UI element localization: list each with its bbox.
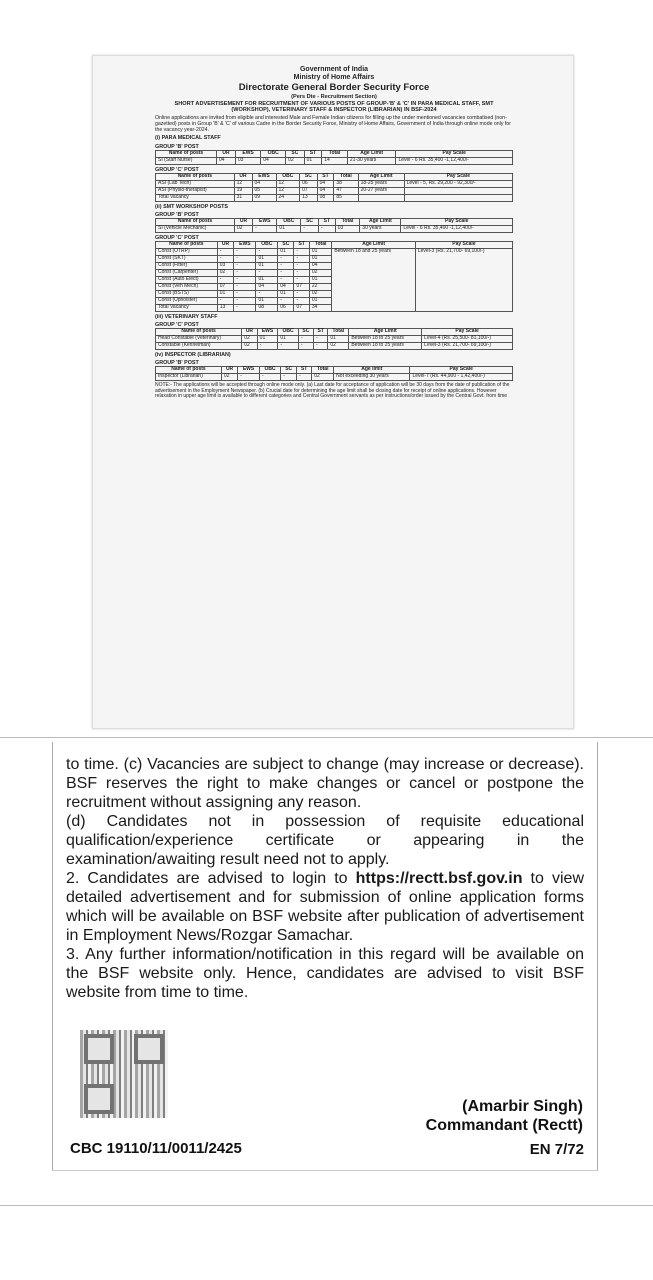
table-cell: - [278, 262, 294, 269]
table-cell: - [294, 297, 309, 304]
table-cell: 30 years [360, 225, 401, 232]
table-cell [404, 194, 512, 201]
table-cell: - [298, 342, 313, 349]
section-librarian: (iv) INSPECTOR (LIBRARIAN) [155, 351, 231, 358]
table-cell: - [294, 269, 309, 276]
section-para-medical: (i) PARA MEDICAL STAFF [155, 135, 221, 142]
table-cell: 01 [278, 248, 294, 255]
table-cell: 20-27 years [358, 187, 404, 194]
th-ews: EWS [252, 173, 276, 180]
cbc-number: CBC 19110/11/0011/2425 [70, 1140, 242, 1157]
th-sc: SC [301, 218, 319, 225]
table-cell: 09 [252, 194, 276, 201]
th-ews: EWS [234, 241, 256, 248]
table-cell: 01 [304, 157, 322, 164]
table-cell: 14 [322, 157, 348, 164]
th-obc: OBC [276, 173, 300, 180]
th-age: Age Limit [349, 328, 422, 335]
th-st: ST [294, 241, 309, 248]
table-cell: Const (Carpenter) [156, 269, 218, 276]
table-cell: - [294, 255, 309, 262]
th-obc: OBC [261, 150, 286, 157]
table-cell: 12 [234, 180, 252, 187]
table-cell: 02 [221, 373, 237, 380]
table-librarian [155, 366, 513, 381]
group-label: GROUP 'C' POST [155, 321, 199, 328]
table-cell: - [278, 297, 294, 304]
table-row [156, 248, 513, 255]
table-cell: 31 [234, 194, 252, 201]
para-login-b: to view detailed advertisement and for submission of online application forms which will be available on BSF website after publication of advertisement in Employment News/Rozgar Samachar. [66, 870, 584, 944]
table-cell: 01 [277, 225, 301, 232]
table-cell: 03 [235, 157, 260, 164]
table-asi [155, 173, 513, 202]
table-cell: 18-25 years [358, 180, 404, 187]
th-pay: Pay Scale [396, 150, 513, 157]
th-obc: OBC [278, 328, 298, 335]
section-smt-workshop: (ii) SMT WORKSHOP POSTS [155, 203, 228, 210]
table-cell: 05 [252, 187, 276, 194]
table-cell: 04 [317, 187, 334, 194]
th-ur: UR [242, 328, 257, 335]
para-qualification: (d) Candidates not in possession of requisite educational qualification/experience certificate or appearing in the examination/awaiting result need not to apply. [66, 813, 584, 868]
para-vacancies: to time. (c) Vacancies are subject to change (may increase or decrease). BSF reserves the right to make changes or cancel or postpone the recruitment without assigning any reason. [66, 756, 584, 811]
qr-finder [84, 1084, 114, 1114]
th-age: Age Limit [347, 150, 396, 157]
qr-finder [134, 1034, 164, 1064]
table-row [156, 180, 513, 187]
table-cell: - [234, 262, 256, 269]
table-cell [404, 187, 512, 194]
table-cell: - [294, 248, 309, 255]
table-cell: - [217, 297, 234, 304]
th-pay: Pay Scale [404, 173, 512, 180]
group-label: GROUP 'C' POST [155, 166, 199, 173]
table-cell: 38 [334, 180, 358, 187]
th-name: Name of posts [156, 328, 242, 335]
table-cell: 07 [300, 187, 318, 194]
table-cell: 07 [217, 283, 234, 290]
table-cell: - [256, 269, 278, 276]
table-veterinary [155, 328, 513, 350]
table-cell: 01 [256, 255, 278, 262]
table-cell: - [294, 276, 309, 283]
table-cell: Const (Fitter) [156, 262, 218, 269]
table-cell: 04 [317, 180, 334, 187]
table-cell: 03 [217, 262, 234, 269]
table-cell: 01 [256, 297, 278, 304]
table-cell: 22 [309, 283, 331, 290]
table-cell: - [234, 269, 256, 276]
th-pay: Pay Scale [410, 366, 513, 373]
signatory-name: (Amarbir Singh) [462, 1098, 583, 1115]
notice-header [155, 66, 513, 113]
table-cell: - [234, 304, 256, 311]
table-cell: - [257, 342, 278, 349]
table-cell: Not exceeding 30 years [334, 373, 410, 380]
group-label: GROUP 'B' POST [155, 359, 199, 366]
th-total: Total [335, 218, 360, 225]
th-sc: SC [298, 328, 313, 335]
table-cell: 02 [234, 225, 252, 232]
th-sc: SC [281, 366, 297, 373]
table-cell: - [256, 248, 278, 255]
para-login-a: 2. Candidates are advised to login to [66, 870, 356, 887]
table-cell: 06 [300, 180, 318, 187]
table-cell: 04 [256, 283, 278, 290]
table-cell: 04 [261, 157, 286, 164]
qr-finder [84, 1034, 114, 1064]
th-total: Total [322, 150, 348, 157]
section-line: (Pers Dte - Recruitment Section) [291, 94, 377, 101]
table-cell: - [234, 248, 256, 255]
table-cell: Const (SKT) [156, 255, 218, 262]
table-cell: 07 [294, 283, 309, 290]
table-cell: - [238, 373, 260, 380]
th-st: ST [318, 218, 335, 225]
th-total: Total [309, 241, 331, 248]
table-cell: SI (Vehicle Mechanic) [156, 225, 235, 232]
table-cell: - [318, 225, 335, 232]
table-cell: 03 [335, 225, 360, 232]
table-row [156, 373, 513, 380]
table-cell: 01 [309, 297, 331, 304]
table-cell: ASI (Lab Tech) [156, 180, 235, 187]
table-constables [155, 241, 513, 312]
table-cell: - [278, 276, 294, 283]
table-cell: SI (Staff Nurse) [156, 157, 217, 164]
table-cell: - [259, 373, 280, 380]
intro-text: Online applications are invited from eligible and interested Male and Female Indian citizens for filling up the under mentioned vacancies combatised (non-gazetted) posts in Group 'B' & 'C' of various Cadre in the Border Security Force, Ministry of Home Affairs, Government of India through online mode only for the vacancy year-2024. [155, 115, 511, 133]
table-cell: Level-3 (Rs. 21,700- 69,100/-) [422, 342, 513, 349]
divider [0, 737, 653, 738]
table-cell: Level - 6 Rs. 35,400 -1,12,400/- [401, 225, 513, 232]
table-cell: 01 [256, 276, 278, 283]
th-total: Total [334, 173, 358, 180]
group-label: GROUP 'C' POST [155, 234, 199, 241]
table-cell: Const (Veh Mech) [156, 283, 218, 290]
th-name: Name of posts [156, 241, 218, 248]
table-row [156, 157, 513, 164]
table-cell: 08 [256, 304, 278, 311]
notice-paper [155, 66, 513, 400]
th-ur: UR [234, 173, 252, 180]
table-cell: 04 [252, 180, 276, 187]
group-label: GROUP 'B' POST [155, 143, 199, 150]
newspaper-clipping [92, 55, 574, 729]
table-cell: 47 [334, 187, 358, 194]
dept-title: Directorate General Border Security Force [238, 81, 430, 93]
th-ur: UR [221, 366, 237, 373]
table-cell: - [294, 262, 309, 269]
gov-line: Government of India [299, 66, 369, 73]
table-cell: Level - 5, Rs. 29,200 - 92,300/- [404, 180, 512, 187]
th-obc: OBC [277, 218, 301, 225]
th-sc: SC [286, 150, 304, 157]
table-row [156, 225, 513, 232]
table-cell: Total Vacancy [156, 304, 218, 311]
table-cell: 04 [217, 157, 236, 164]
th-sc: SC [300, 173, 318, 180]
table-cell: - [298, 335, 313, 342]
table-vehicle-mechanic [155, 218, 513, 233]
age-cell: Between 18 and 25 years [332, 248, 416, 311]
table-cell: - [313, 342, 327, 349]
table-cell: 01 [278, 290, 294, 297]
table-cell: 01 [328, 335, 349, 342]
table-cell: - [217, 255, 234, 262]
table-cell: 85 [334, 194, 358, 201]
note-text: NOTE:- The applications will be accepted through online mode only. (a) Last date for acceptance of application will be 30 days from the date of publication of the advertisement in the Employment Newspaper. (b) Crucial date for determining the age limit shall be closing date for receipt of online applications. However relaxation in upper age limit is available to different categories and Central Government servants as per instructions/order issued by the Central Govt. from time [155, 381, 510, 400]
th-name: Name of posts [156, 366, 222, 373]
th-total: Total [312, 366, 334, 373]
table-cell: 19 [234, 187, 252, 194]
para-login [66, 869, 584, 945]
table-cell: 07 [294, 304, 309, 311]
th-ur: UR [217, 241, 234, 248]
en-number: EN 7/72 [529, 1141, 584, 1158]
table-cell: 01 [257, 335, 278, 342]
table-cell: Between 18 to 25 years [349, 335, 422, 342]
th-age: Age Limit [332, 241, 416, 248]
ministry-line: Ministry of Home Affairs [293, 73, 375, 81]
table-cell: 02 [242, 342, 257, 349]
signatory-title: Commandant (Rectt) [425, 1117, 583, 1134]
para-further-info: 3. Any further information/notification in this regard will be available on the BSF website only. Hence, candidates are advised to visit BSF website from time to time. [66, 946, 584, 1001]
table-cell [358, 194, 404, 201]
table-cell: 01 [217, 290, 234, 297]
table-cell: - [234, 297, 256, 304]
table-cell: 24 [276, 194, 300, 201]
table-cell: - [234, 255, 256, 262]
table-cell: Constable (Kennelman) [156, 342, 242, 349]
table-cell: 01 [309, 255, 331, 262]
table-cell: 02 [309, 290, 331, 297]
table-cell: 13 [300, 194, 318, 201]
pay-cell: Level-3 (Rs. 21,700- 69,100/-) [415, 248, 512, 311]
table-cell: 01 [309, 248, 331, 255]
th-ews: EWS [257, 328, 278, 335]
section-veterinary: (iii) VETERINARY STAFF [155, 313, 218, 320]
th-ews: EWS [238, 366, 260, 373]
table-cell: 01 [256, 262, 278, 269]
th-st: ST [304, 150, 322, 157]
table-cell: 13 [217, 304, 234, 311]
th-obc: OBC [256, 241, 278, 248]
body-text [66, 755, 584, 1002]
table-cell: 02 [242, 335, 257, 342]
table-row [156, 342, 513, 349]
table-cell: Total Vacancy [156, 194, 235, 201]
th-total: Total [328, 328, 349, 335]
table-cell: 01 [278, 335, 298, 342]
th-ews: EWS [235, 150, 260, 157]
table-cell: - [301, 225, 319, 232]
advt-title: SHORT ADVERTISEMENT FOR RECRUITMENT OF VARIOUS POSTS OF GROUP-'B' & 'C' IN PARA MEDICAL STAFF, SMT (WORKSHOP), VETERINARY STAFF & INSPECTOR (LIBRARIAN) IN BSF-2024 [174, 100, 494, 113]
table-cell: Inspector (Librarian) [156, 373, 222, 380]
table-cell: 01 [309, 276, 331, 283]
signature-block [426, 1097, 583, 1135]
table-cell: - [217, 276, 234, 283]
table-cell: 02 [312, 373, 334, 380]
table-cell: 02 [286, 157, 304, 164]
table-cell: - [313, 335, 327, 342]
th-ews: EWS [253, 218, 277, 225]
qr-code-icon [80, 1030, 168, 1118]
th-st: ST [297, 366, 312, 373]
table-cell: - [256, 290, 278, 297]
table-cell: - [234, 290, 256, 297]
table-cell: Const (BSTS) [156, 290, 218, 297]
table-cell: - [297, 373, 312, 380]
table-cell: 04 [278, 283, 294, 290]
table-cell: Const (Auto Elect) [156, 276, 218, 283]
table-cell: 06 [278, 304, 294, 311]
group-label: GROUP 'B' POST [155, 211, 199, 218]
table-cell: - [253, 225, 277, 232]
th-name: Name of posts [156, 150, 217, 157]
divider [0, 1205, 653, 1206]
th-pay: Pay Scale [401, 218, 513, 225]
th-age: Age limit [334, 366, 410, 373]
table-cell: - [234, 276, 256, 283]
table-cell: - [278, 255, 294, 262]
th-age: Age Limit [358, 173, 404, 180]
table-cell: Level-4 (Rs. 25,500- 81,100/-) [422, 335, 513, 342]
table-cell: 02 [309, 269, 331, 276]
table-cell: 02 [328, 342, 349, 349]
th-pay: Pay Scale [422, 328, 513, 335]
th-obc: OBC [259, 366, 280, 373]
table-cell: - [278, 269, 294, 276]
table-cell: Const (OTRP) [156, 248, 218, 255]
table-cell: Head Constable (Veterinary) [156, 335, 242, 342]
table-cell: 21-30 years [347, 157, 396, 164]
table-cell: Const (Upholster) [156, 297, 218, 304]
table-row [156, 187, 513, 194]
table-cell: 08 [317, 194, 334, 201]
table-cell: 04 [309, 262, 331, 269]
table-cell: Level - 6 Rs. 35,400 -1,12,400/- [396, 157, 513, 164]
th-st: ST [313, 328, 327, 335]
table-staff-nurse [155, 150, 513, 165]
table-cell: 34 [309, 304, 331, 311]
table-row [156, 194, 513, 201]
table-cell: - [217, 248, 234, 255]
table-cell: ASI (Physio-therapist) [156, 187, 235, 194]
table-cell: Between 18 to 25 years [349, 342, 422, 349]
th-ur: UR [217, 150, 236, 157]
table-cell: - [234, 283, 256, 290]
th-ur: UR [234, 218, 252, 225]
th-st: ST [317, 173, 334, 180]
table-cell: Level-7 (Rs. 44,900 - 1,42,400/-) [410, 373, 513, 380]
website-link[interactable]: https://rectt.bsf.gov.in [355, 870, 523, 887]
table-cell: - [278, 342, 298, 349]
th-age: Age Limit [360, 218, 401, 225]
th-sc: SC [278, 241, 294, 248]
table-cell: 02 [217, 269, 234, 276]
table-cell: - [281, 373, 297, 380]
th-name: Name of posts [156, 173, 235, 180]
th-name: Name of posts [156, 218, 235, 225]
th-pay: Pay Scale [415, 241, 512, 248]
table-cell: - [294, 290, 309, 297]
table-cell: 12 [276, 180, 300, 187]
table-cell: 12 [276, 187, 300, 194]
